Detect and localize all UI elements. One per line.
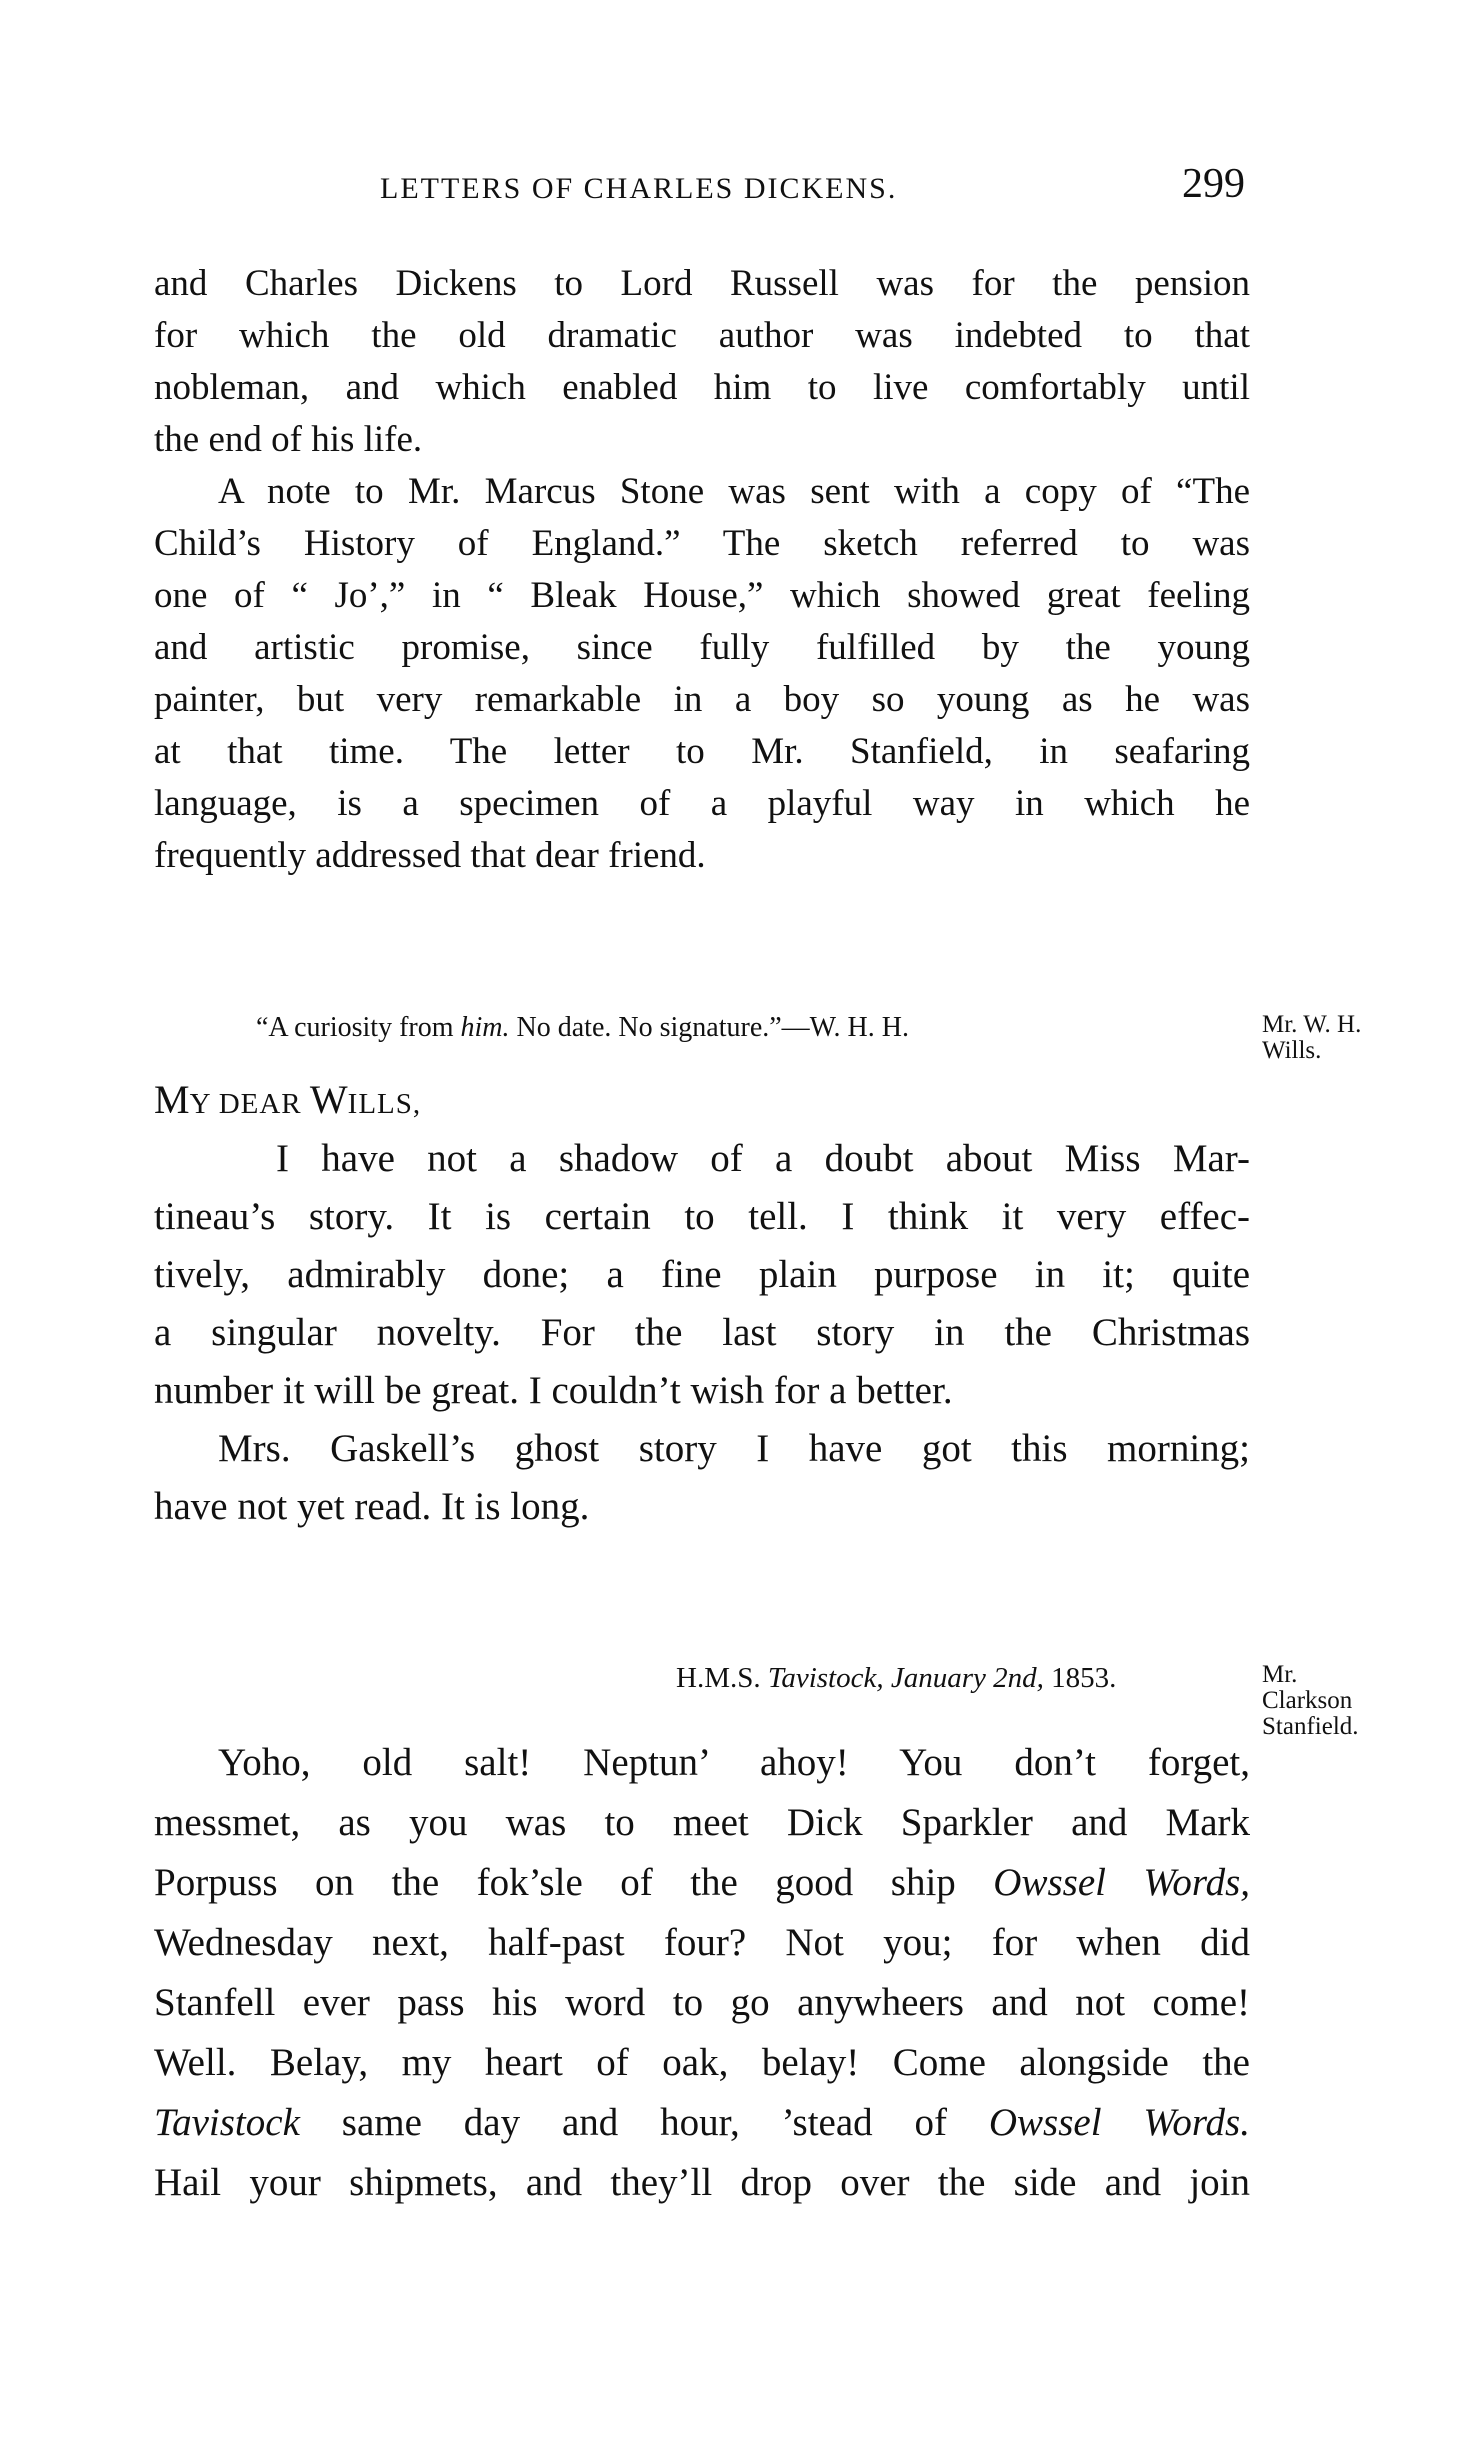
letter-line: Porpuss on the fok’sle of the good ship Owssel Words, <box>154 1861 1250 1904</box>
letter-line: have not yet read. It is long. <box>154 1485 590 1528</box>
letter-line: messmet, as you was to meet Dick Sparkler and Mark <box>154 1801 1250 1844</box>
letter-line: Tavistock same day and hour, ’stead of Owssel Words. <box>154 2101 1250 2144</box>
intro-line: and artistic promise, since fully fulfilled by the young <box>154 627 1250 668</box>
letter-line: Well. Belay, my heart of oak, belay! Come alongside the <box>154 2041 1250 2084</box>
letter-line: I have not a shadow of a doubt about Miss Mar- <box>276 1137 1250 1180</box>
letter-dateline: H.M.S. Tavistock, January 2nd, 1853. <box>676 1662 1117 1694</box>
editorial-note-italic: him. <box>460 1012 510 1043</box>
intro-line: language, is a specimen of a playful way in which he <box>154 783 1250 824</box>
editorial-note-text: No date. No signature.”—W. H. H. <box>509 1012 909 1043</box>
intro-line: frequently addressed that dear friend. <box>154 835 706 876</box>
running-header: LETTERS OF CHARLES DICKENS. <box>380 172 898 205</box>
page-number: 299 <box>1182 161 1245 207</box>
recipient-note <box>1262 1662 1359 1740</box>
letter-line: number it will be great. I couldn’t wish for a better. <box>154 1369 953 1412</box>
letter-line: Wednesday next, half-past four? Not you; for when did <box>154 1921 1250 1964</box>
letter-line: tineau’s story. It is certain to tell. I think it very effec- <box>154 1195 1250 1238</box>
letter-line: Hail your shipmets, and they’ll drop over the side and join <box>154 2161 1250 2204</box>
editorial-note <box>256 1012 909 1044</box>
letter-line: Yoho, old salt! Neptun’ ahoy! You don’t forget, <box>218 1741 1250 1784</box>
letter-salutation: MY DEAR WILLS, <box>154 1077 422 1122</box>
recipient-name: Stanfield. <box>1262 1713 1359 1740</box>
letter-line: Stanfell ever pass his word to go anywheers and not come! <box>154 1981 1250 2024</box>
intro-line: Child’s History of England.” The sketch referred to was <box>154 523 1250 564</box>
intro-line: and Charles Dickens to Lord Russell was for the pension <box>154 263 1250 304</box>
intro-line: nobleman, and which enabled him to live comfortably until <box>154 367 1250 408</box>
intro-line: one of “ Jo’,” in “ Bleak House,” which showed great feeling <box>154 575 1250 616</box>
recipient-name: Mr. W. H. <box>1262 1011 1362 1038</box>
recipient-note <box>1262 1012 1361 1064</box>
intro-line: at that time. The letter to Mr. Stanfield, in seafaring <box>154 731 1250 772</box>
letter-line: a singular novelty. For the last story in the Christmas <box>154 1311 1250 1354</box>
editorial-note-text: “A curiosity from <box>256 1012 461 1043</box>
intro-line: for which the old dramatic author was indebted to that <box>154 315 1250 356</box>
recipient-name: Mr. <box>1262 1661 1298 1688</box>
intro-line: painter, but very remarkable in a boy so young as he was <box>154 679 1250 720</box>
recipient-name: Wills. <box>1262 1037 1322 1064</box>
letter-line: Mrs. Gaskell’s ghost story I have got this morning; <box>218 1427 1250 1470</box>
intro-line: the end of his life. <box>154 419 423 460</box>
recipient-name: Clarkson <box>1262 1687 1353 1714</box>
letter-line: tively, admirably done; a fine plain purpose in it; quite <box>154 1253 1250 1296</box>
intro-line: A note to Mr. Marcus Stone was sent with a copy of “The <box>218 471 1250 512</box>
